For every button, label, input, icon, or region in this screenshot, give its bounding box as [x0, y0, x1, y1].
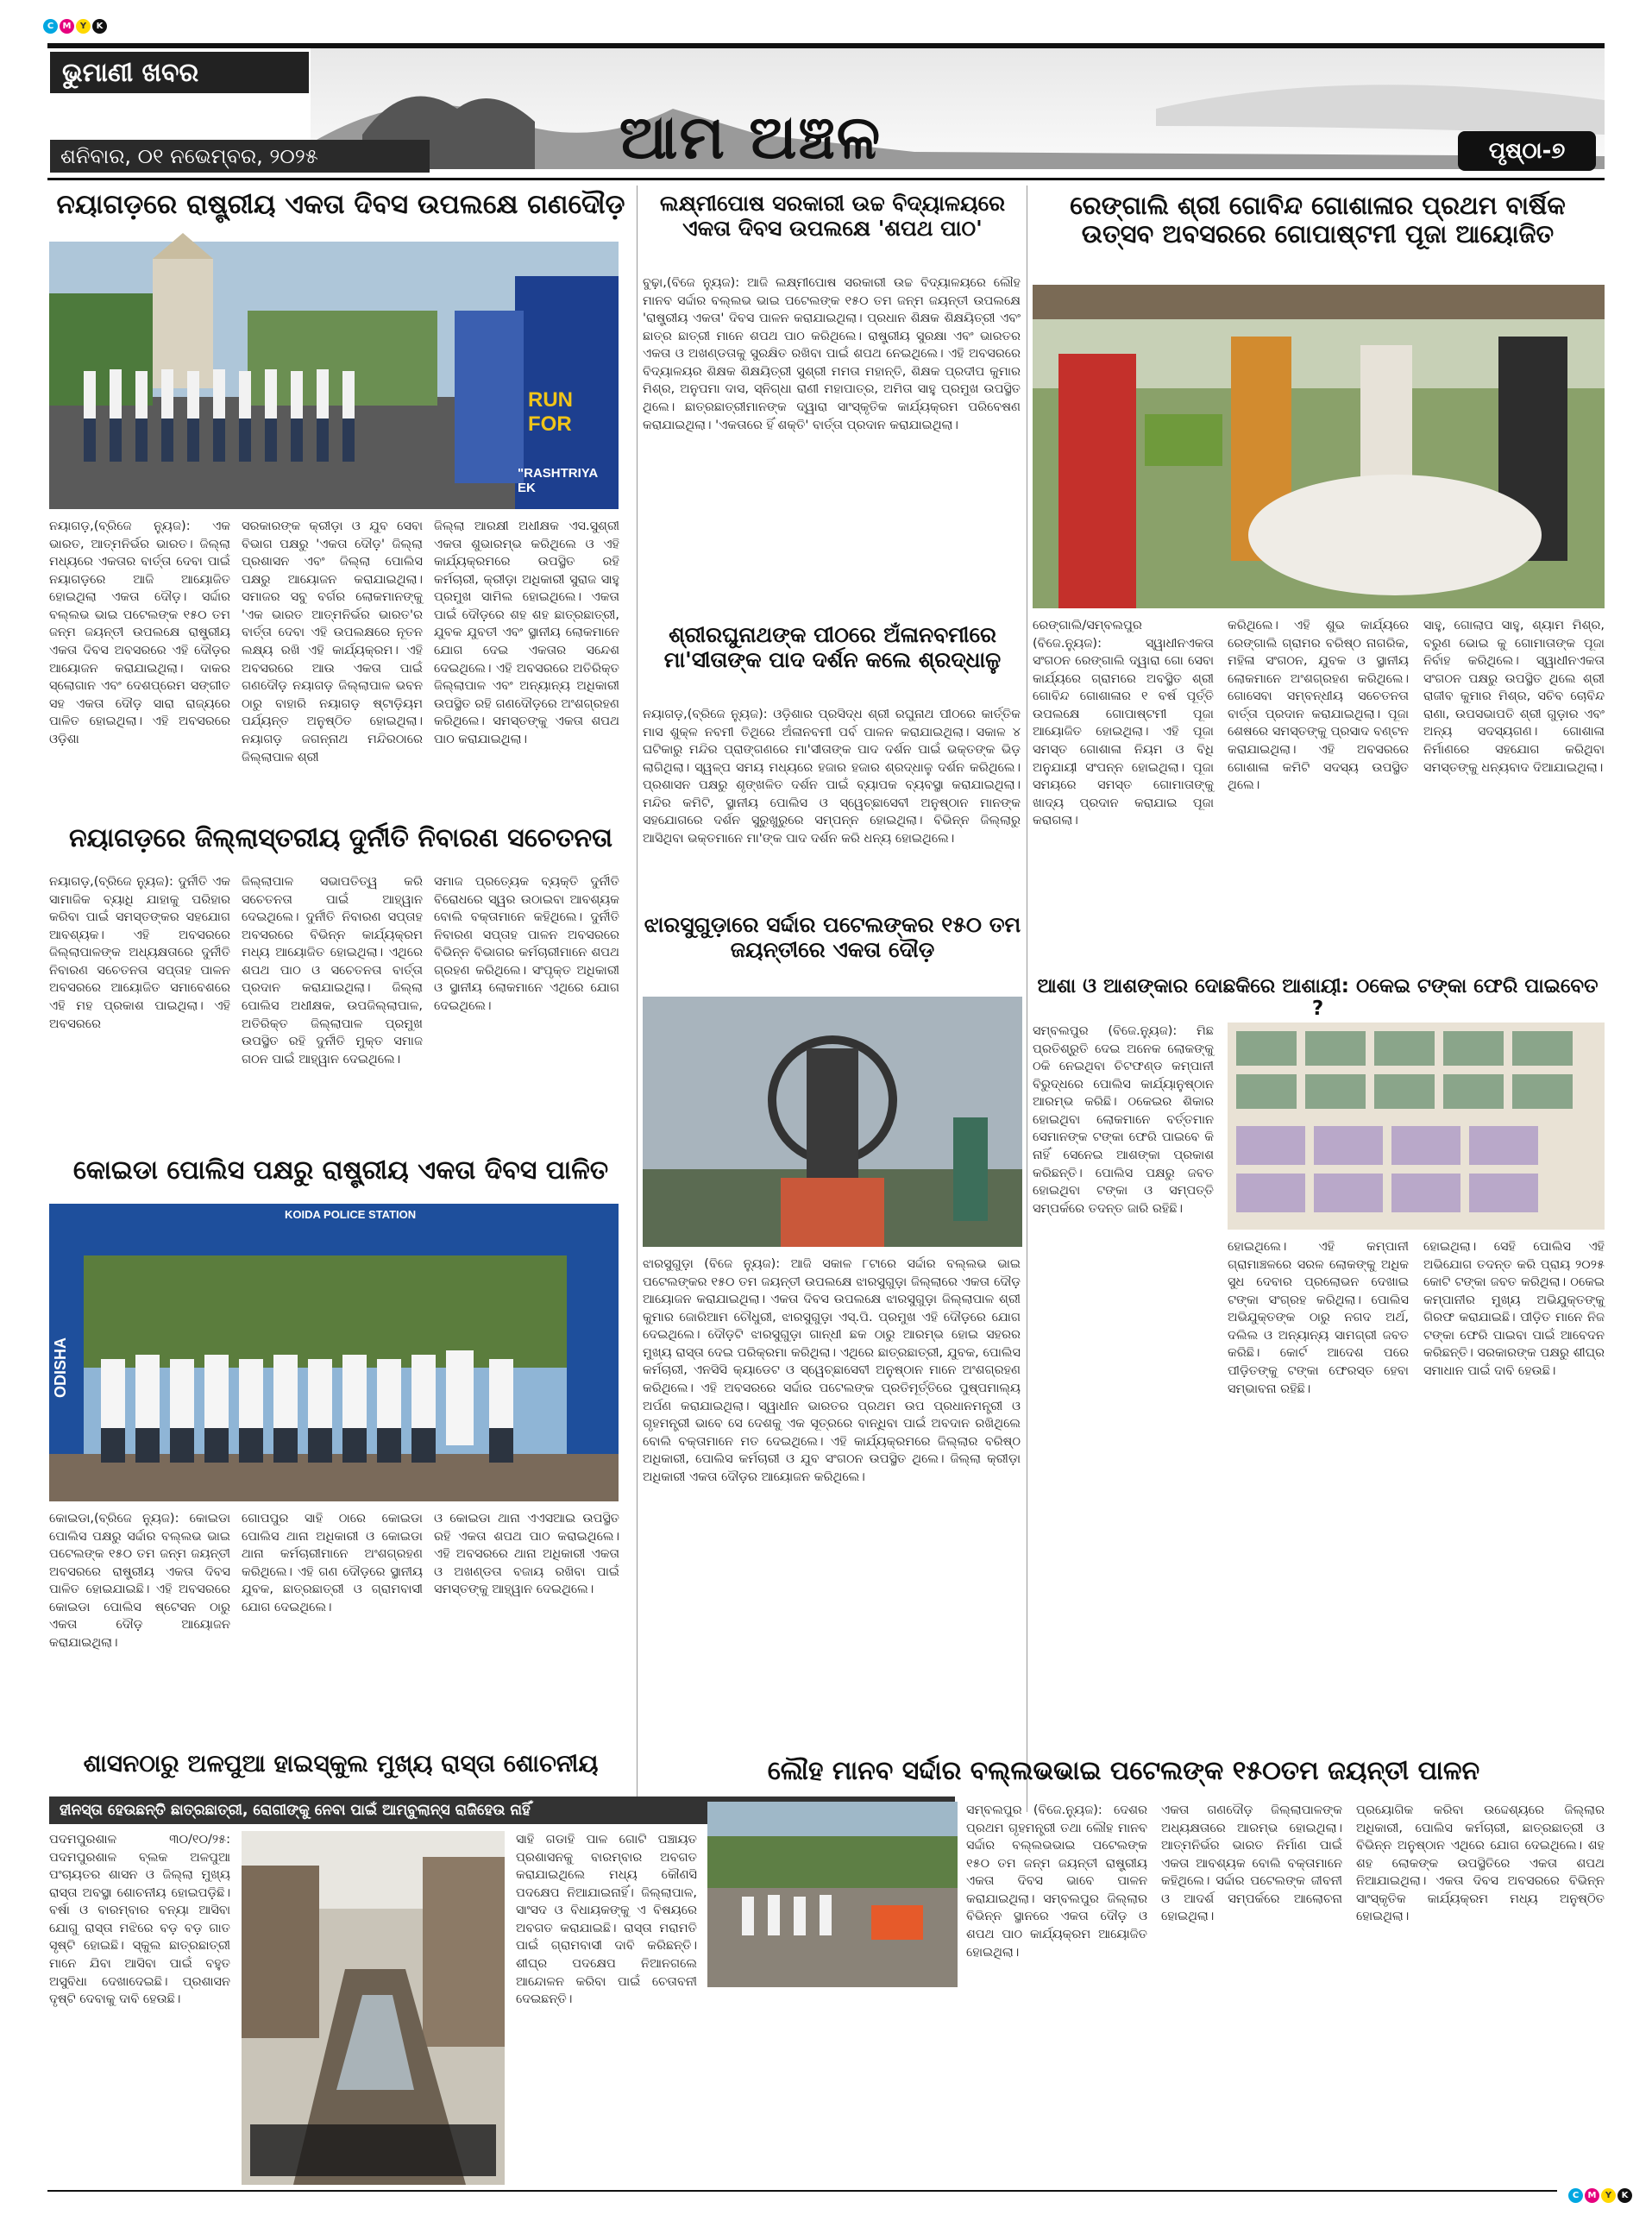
- headline-koida-police: କୋଇଡା ପୋଲିସ ପକ୍ଷରୁ ରାଷ୍ଟ୍ରୀୟ ଏକତା ଦିବସ ପାଳିତ: [72, 1155, 609, 1186]
- article-text: ସମାଜ ପ୍ରତ୍ୟେକ ବ୍ୟକ୍ତି ଦୁର୍ନୀତି ବିରୋଧରେ ସ୍ୱର ଉଠାଇବା ଆବଶ୍ୟକ ବୋଲି ବକ୍ତାମାନେ କହିଥିଲେ। ଦୁର୍ନୀତି ନିବାରଣ ସପ୍ତାହ ପାଳନ ଅବସରରେ ବିଭିନ୍ନ ବିଭାଗର କର୍ମଚାରୀମାନେ ଶପଥ ଗ୍ରହଣ କରିଥିଲେ। ସଂପୃକ୍ତ ଅଧିକାରୀ ଓ ସ୍ଥାନୀୟ ଲୋକମାନେ ଏଥିରେ ଯୋଗ ଦେଇଥିଲେ।: [434, 875, 619, 1014]
- black-mark: K: [92, 19, 107, 34]
- yellow-mark: Y: [76, 19, 91, 34]
- column-divider: [637, 186, 638, 1812]
- black-mark: K: [1617, 2188, 1632, 2203]
- article-text: ସାହୁ, ଗୋଲାପ ସାହୁ, ଶ୍ୟାମ ମିଶ୍ର, ବରୁଣ ଭୋଇ କୁ ଗୋମାତାଙ୍କ ପୂଜା ନିର୍ବାହ କରିଥିଲେ। ସ୍ୱାଧୀନଏକତା ସଂଗଠନ ପକ୍ଷରୁ ଉପସ୍ଥିତ ଥିଲେ ଶ୍ରୀ ରାଜୀବ କୁମାର ମିଶ୍ର, ସଚିବ ଚୋବିନ୍ଦ ରାଣା, ଉପସଭାପତି ଶ୍ରୀ ଗୁଡ଼ାର ଏବଂ ଅନ୍ୟ ସଦସ୍ୟଗଣ। ଗୋଶାଳା ନିର୍ମାଣରେ ସହଯୋଗ କରିଥିବା ସମସ୍ତଙ୍କୁ ଧନ୍ୟବାଦ ଦିଆଯାଇଥିଲା।: [1423, 619, 1605, 775]
- article-text: ନୟାଗଡ଼,(ବ୍ରିଜେ ନ୍ୟୁଜ): ଦୁର୍ନୀତି ଏକ ସାମାଜିକ ବ୍ୟାଧି ଯାହାକୁ ପରିହାର କରିବା ପାଇଁ ସମସ୍ତଙ୍କର ସହଯୋଗ ଆବଶ୍ୟକ। ଏହି ଅବସରରେ ଜିଲ୍ଲାପାଳଙ୍କ ଅଧ୍ୟକ୍ଷତାରେ ଦୁର୍ନୀତି ନିବାରଣ ସଚେତନତା ସପ୍ତାହ ପାଳନ ଅବସରରେ ଆୟୋଜିତ ସମାବେଶରେ ଏହି ମହ ପ୍ରକାଶ ପାଇଥିଲା। ଏହି ଅବସରରେ: [49, 875, 230, 1031]
- headline-jharsuguda: ଝାରସୁଗୁଡ଼ାରେ ସର୍ଦ୍ଦାର ପଟେଲଙ୍କର ୧୫୦ ତମ ଜୟନ୍ତୀରେ ଏକତା ଦୌଡ଼: [644, 912, 1021, 962]
- cyan-mark: C: [43, 19, 58, 34]
- photo-koida-police: [49, 1204, 619, 1501]
- masthead-bottom-rule: [47, 178, 1605, 180]
- headline-asha-money: ଆଶା ଓ ଆଶଙ୍କାର ଦୋଛକିରେ ଆଶାୟୀ: ଠକେଇ ଟଙ୍କା ଫେରି ପାଇବେତ ?: [1037, 975, 1599, 1021]
- article-text: ଜିଲ୍ଲାପାଳ ସଭାପତିତ୍ୱ କରି ସଚେତନତା ପାଇଁ ଆହ୍ୱାନ ଦେଇଥିଲେ। ଦୁର୍ନୀତି ନିବାରଣ ସପ୍ତାହ ଅବସରରେ ବିଭିନ୍ନ କାର୍ଯ୍ୟକ୍ରମ ମଧ୍ୟ ଆୟୋଜିତ ହୋଇଥିଲା। ଏଥିରେ ଶପଥ ପାଠ ଓ ସଚେତନତା ବାର୍ତ୍ତା ପ୍ରଦାନ କରାଯାଇଥିଲା। ଜିଲ୍ଲା ପୋଲିସ ଅଧୀକ୍ଷକ, ଉପଜିଲ୍ଲାପାଳ, ଅତିରିକ୍ତ ଜିଲ୍ଲାପାଳ ପ୍ରମୁଖ ଉପସ୍ଥିତ ରହି ଦୁର୍ନୀତି ମୁକ୍ତ ସମାଜ ଗଠନ ପାଇଁ ଆହ୍ୱାନ ଦେଇଥିଲେ।: [242, 875, 423, 1067]
- footer-rule: [47, 2190, 1557, 2192]
- article-text: ଝାରସୁଗୁଡ଼ା (ବିଜେ ନ୍ୟୁଜ): ଆଜି ସକାଳ ୮ଟାରେ ସର୍ଦ୍ଦାର ବଲ୍ଲଭ ଭାଇ ପଟେଲଙ୍କର ୧୫୦ ତମ ଜୟନ୍ତୀ ଉପଲକ୍ଷେ ଝାରସୁଗୁଡ଼ା ଜିଲ୍ଲାରେ ଏକତା ଦୌଡ଼ ଆୟୋଜନ କରାଯାଇଥିଲା। ଏକତା ଦିବସ ଉପଲକ୍ଷେ ଝାରସୁଗୁଡ଼ା ଜିଲ୍ଲାପାଳ ଶ୍ରୀ କୁମାର ଜୋରିଆମ ଚୌଧୁରୀ, ଝାରସୁଗୁଡ଼ା ଏସ୍.ପି. ପ୍ରମୁଖ ଏହି ଦୌଡ଼ରେ ଯୋଗ ଦେଇଥିଲେ। ଦୌଡ଼ଟି ଝାରସୁଗୁଡ଼ା ଗାନ୍ଧୀ ଛକ ଠାରୁ ଆରମ୍ଭ ହୋଇ ସହରର ମୁଖ୍ୟ ରାସ୍ତା ଦେଇ ପରିକ୍ରମା କରିଥିଲା। ଏଥିରେ ଛାତ୍ରଛାତ୍ରୀ, ଯୁବକ, ପୋଲିସ କର୍ମଚାରୀ, ଏନସିସି କ୍ୟାଡେଟ ଓ ସ୍ୱେଚ୍ଛାସେବୀ ଅନୁଷ୍ଠାନ ମାନେ ଅଂଶଗ୍ରହଣ କରିଥିଲେ। ଏହି ଅବସରରେ ସର୍ଦ୍ଦାର ପଟେଲଙ୍କ ପ୍ରତିମୂର୍ତ୍ତିରେ ପୁଷ୍ପମାଲ୍ୟ ଅର୍ପଣ କରାଯାଇଥିଲା। ସ୍ୱାଧୀନ ଭାରତର ପ୍ରଥମ ଉପ ପ୍ରଧାନମନ୍ତ୍ରୀ ଓ ଗୃହମନ୍ତ୍ରୀ ଭାବେ ସେ ଦେଶକୁ ଏକ ସୂତ୍ରରେ ବାନ୍ଧିବା ପାଇଁ ଅବଦାନ ରଖିଥିଲେ ବୋଲି ବକ୍ତାମାନେ ମତ ଦେଇଥିଲେ। ଏହି କାର୍ଯ୍ୟକ୍ରମରେ ଜିଲ୍ଲାର ବରିଷ୍ଠ ଅଧିକାରୀ, ପୋଲିସ କର୍ମଚାରୀ ଓ ଯୁବ ସଂଗଠନ ଉପସ୍ଥିତ ଥିଲେ। ଜିଲ୍ଲା କ୍ରୀଡ଼ା ଅଧିକାରୀ ଏକତା ଦୌଡ଼ର ଆୟୋଜନ କରିଥିଲେ।: [643, 1257, 1021, 1484]
- article-text: ହୋଇଥିଲା। ସେହି ପୋଲିସ ଏହି ଅଭିଯୋଗ ତଦନ୍ତ କରି ପ୍ରାୟ ୨୦୨୫ କୋଟି ଟଙ୍କା ଜବତ କରିଥିଲା। ଠକେଇ କମ୍ପାନୀର ମୁଖ୍ୟ ଅଭିଯୁକ୍ତଙ୍କୁ ଗିରଫ କରାଯାଇଛି। ପୀଡ଼ିତ ମାନେ ନିଜ ଟଙ୍କା ଫେରି ପାଇବା ପାଇଁ ଆବେଦନ କରିଛନ୍ତି। ସରକାରଙ୍କ ପକ୍ଷରୁ ଶୀଘ୍ର ସମାଧାନ ପାଇଁ ଦାବି ହେଉଛି।: [1423, 1240, 1605, 1379]
- article-text: ସମ୍ବଲପୁର (ବିଜେ.ନ୍ୟୁଜ): ଦେଶର ପ୍ରଥମ ଗୃହମନ୍ତ୍ରୀ ତଥା ଲୌହ ମାନବ ସର୍ଦ୍ଦାର ବଲ୍ଲଭଭାଇ ପଟେଲଙ୍କ ୧୫୦ ତମ ଜନ୍ମ ଜୟନ୍ତୀ ରାଷ୍ଟ୍ରୀୟ ଏକତା ଦିବସ ଭାବେ ପାଳନ କରାଯାଇଥିଲା। ସମ୍ବଲପୁର ଜିଲ୍ଲାର ବିଭିନ୍ନ ସ୍ଥାନରେ ଏକତା ଦୌଡ଼ ଓ ଶପଥ ପାଠ କାର୍ଯ୍ୟକ୍ରମ ଆୟୋଜିତ ହୋଇଥିଲା।: [966, 1803, 1147, 1960]
- headline-highschool-road: ଶାସନଠାରୁ ଅଳପୁଆ ହାଇସ୍କୁଲ ମୁଖ୍ୟ ରାସ୍ତା ଶୋଚନୀୟ: [83, 1749, 599, 1778]
- photo-seized-cash: [1228, 1023, 1605, 1230]
- koida-station-sign: KOIDA POLICE STATION: [285, 1208, 417, 1221]
- article-text: ବୁଢ଼ା,(ବିଜେ ନ୍ୟୁଜ): ଆଜି ଲକ୍ଷ୍ମୀପୋଷ ସରକାରୀ ଉଚ୍ଚ ବିଦ୍ୟାଳୟରେ ଲୌହ ମାନବ ସର୍ଦ୍ଦାର ବଲ୍ଲଭ ଭାଇ ପଟେଲଙ୍କ ୧୫୦ ତମ ଜନ୍ମ ଜୟନ୍ତୀ ଉପଲକ୍ଷେ 'ରାଷ୍ଟ୍ରୀୟ ଏକତା' ଦିବସ ପାଳନ କରାଯାଇଥିଲା। ପ୍ରଧାନ ଶିକ୍ଷକ ଶିକ୍ଷୟିତ୍ରୀ ଏବଂ ଛାତ୍ର ଛାତ୍ରୀ ମାନେ ଶପଥ ପାଠ କରିଥିଲେ। ରାଷ୍ଟ୍ରୀୟ ସୁରକ୍ଷା ଏବଂ ଭାରତର ଏକତା ଓ ଅଖଣ୍ଡତାକୁ ସୁରକ୍ଷିତ ରଖିବା ପାଇଁ ଶପଥ ନେଇଥିଲେ। ଏହି ଅବସରରେ ବିଦ୍ୟାଳୟର ଶିକ୍ଷକ ଶିକ୍ଷୟିତ୍ରୀ ସୁଶ୍ରୀ ମମତା ମହାନ୍ତି, ଶିକ୍ଷକ ପ୍ରଦୀପ କୁମାର ମିଶ୍ର, ଅନୁପମା ଦାସ, ସ୍ନିଗ୍ଧା ରାଣୀ ମହାପାତ୍ର, ଅମିତା ସାହୁ ପ୍ରମୁଖ ଉପସ୍ଥିତ ଥିଲେ। ଛାତ୍ରଛାତ୍ରୀମାନଙ୍କ ଦ୍ୱାରା ସାଂସ୍କୃତିକ କାର୍ଯ୍ୟକ୍ରମ ପରିବେଷଣ କରାଯାଇଥିଲା। 'ଏକତାରେ ହିଁ ଶକ୍ତି' ବାର୍ତ୍ତା ପ୍ରଦାନ କରାଯାଇଥିଲା।: [643, 276, 1021, 432]
- banner-rashtriya: "RASHTRIYA EK: [518, 466, 598, 495]
- article-text: ସାହି ଗଡାହି ପାଳ ଗୋଟି ପଞ୍ଚାୟତ ପ୍ରଶାସନକୁ ବାରମ୍ବାର ଅବଗତ କରାଯାଇଥିଲେ ମଧ୍ୟ କୌଣସି ପଦକ୍ଷେପ ନିଆଯାଇନାହିଁ। ଜିଲ୍ଲାପାଳ, ସାଂସଦ ଓ ବିଧାୟକଙ୍କୁ ଏ ବିଷୟରେ ଅବଗତ କରାଯାଇଛି। ରାସ୍ତା ମରାମତି ପାଇଁ ଗ୍ରାମବାସୀ ଦାବି କରିଛନ୍ତି। ଶୀଘ୍ର ପଦକ୍ଷେପ ନିଆନଗଲେ ଆନ୍ଦୋଳନ କରିବା ପାଇଁ ଚେତାବନୀ ଦେଇଛନ୍ତି।: [516, 1833, 697, 2007]
- photo-iron-man-event: [707, 1802, 958, 1987]
- yellow-mark: Y: [1601, 2188, 1616, 2203]
- cyan-mark: C: [1568, 2188, 1583, 2203]
- article-text: ଗୋପପୁର ସାହି ଠାରେ କୋଇଡା ପୋଲିସ ଥାନା ଅଧିକାରୀ ଓ କୋଇଡା ଥାନା କର୍ମଚାରୀମାନେ ଅଂଶଗ୍ରହଣ କରିଥିଲେ। ଏହି ଗଣ ଦୌଡ଼ରେ ସ୍ଥାନୀୟ ଯୁବକ, ଛାତ୍ରଛାତ୍ରୀ ଓ ଗ୍ରାମବାସୀ ଯୋଗ ଦେଇଥିଲେ।: [242, 1512, 423, 1614]
- article-text: କରିଥିଲେ। ଏହି ଶୁଭ କାର୍ଯ୍ୟରେ ରେଙ୍ଗାଲି ଗ୍ରାମର ବରିଷ୍ଠ ନାଗରିକ, ମହିଳା ସଂଗଠନ, ଯୁବକ ଓ ସ୍ଥାନୀୟ ଲୋକମାନେ ଅଂଶଗ୍ରହଣ କରିଥିଲେ। ଗୋସେବା ସମ୍ବନ୍ଧୀୟ ସଚେତନତା ବାର୍ତ୍ତା ପ୍ରଦାନ କରାଯାଇଥିଲା। ପୂଜା ଶେଷରେ ସମସ୍ତଙ୍କୁ ପ୍ରସାଦ ବଣ୍ଟନ କରାଯାଇଥିଲା। ଏହି ଅବସରରେ ଗୋଶାଳା କମିଟି ସଦସ୍ୟ ଉପସ୍ଥିତ ଥିଲେ।: [1228, 619, 1409, 793]
- magenta-mark: M: [60, 19, 74, 34]
- article-text: ପ୍ରୟୋଗିକ କରିବା ଉଦ୍ଦେଶ୍ୟରେ ଜିଲ୍ଲାର ଅଧିକାରୀ, ପୋଲିସ କର୍ମଚାରୀ, ଛାତ୍ରଛାତ୍ରୀ ଓ ବିଭିନ୍ନ ଅନୁଷ୍ଠାନ ଏଥିରେ ଯୋଗ ଦେଇଥିଲେ। ଶହ ଶହ ଲୋକଙ୍କ ଉପସ୍ଥିତିରେ ଏକତା ଶପଥ ନିଆଯାଇଥିଲା। ଏକତା ଦିବସ ଅବସରରେ ବିଭିନ୍ନ ସାଂସ୍କୃତିକ କାର୍ଯ୍ୟକ୍ରମ ମଧ୍ୟ ଅନୁଷ୍ଠିତ ହୋଇଥିଲା।: [1356, 1803, 1605, 1924]
- subhead-highschool-road: ହୀନସ୍ତା ହେଉଛନ୍ତି ଛାତ୍ରଛାତ୍ରୀ, ରୋଗୀଙ୍କୁ ନେବା ପାଇଁ ଆମ୍ବୁଲାନ୍ସ ରାଜିହେଉ ନାହିଁ: [49, 1797, 955, 1824]
- article-text: ସରକାରଙ୍କ କ୍ରୀଡ଼ା ଓ ଯୁବ ସେବା ବିଭାଗ ପକ୍ଷରୁ 'ଏକତା ଦୌଡ଼' ଜିଲ୍ଲା ପ୍ରଶାସନ ଏବଂ ଜିଲ୍ଲା ପୋଲିସ ପକ୍ଷରୁ ଆୟୋଜନ କରାଯାଇଥିଲା। ସମାଜର ସବୁ ବର୍ଗର ଲୋକମାନଙ୍କୁ 'ଏକ ଭାରତ ଆତ୍ମନିର୍ଭର ଭାରତ'ର ବାର୍ତ୍ତା ଦେବା ଏହି ଉପଲକ୍ଷରେ ନୂତନ ଲକ୍ଷ୍ୟ ରଖି ଏହି କାର୍ଯ୍ୟକ୍ରମ। ଏହି ଅବସରରେ ଆଉ ଏକତା ପାଇଁ ଗଣଦୌଡ଼ ନୟାଗଡ଼ ଜିଲ୍ଲାପାଳ ଭବନ ଠାରୁ ବାହାରି ନୟାଗଡ଼ ଷ୍ଟାଡ଼ିୟମ ପର୍ଯ୍ୟନ୍ତ ଅନୁଷ୍ଠିତ ହୋଇଥିଲା। ନୟାଗଡ଼ ଜଗନ୍ନାଥ ମନ୍ଦିରଠାରେ ଜିଲ୍ଲାପାଳ ଶ୍ରୀ: [242, 519, 423, 765]
- section-title: ଆମ ଅଞ୍ଚଳ: [619, 102, 883, 173]
- banner-run-for: RUN FOR: [528, 388, 573, 436]
- headline-govinda-gaushala: ରେଙ୍ଗାଲି ଶ୍ରୀ ଗୋବିନ୍ଦ ଗୋଶାଳାର ପ୍ରଥମ ବାର୍ଷିକ ଉତ୍ସବ ଅବସରରେ ଗୋପାଷ୍ଟମୀ ପୂଜା ଆୟୋଜିତ: [1070, 191, 1566, 249]
- magenta-mark: M: [1585, 2188, 1599, 2203]
- article-text: ହୋଇଥିଲେ। ଏହି କମ୍ପାନୀ ଗ୍ରାମାଞ୍ଚଳରେ ସରଳ ଲୋକଙ୍କୁ ଅଧିକ ସୁଧ ଦେବାର ପ୍ରଲୋଭନ ଦେଖାଇ ଟଙ୍କା ସଂଗ୍ରହ କରିଥିଲା। ପୋଲିସ ଅଭିଯୁକ୍ତଙ୍କ ଠାରୁ ନଗଦ ଅର୍ଥ, ଦଲିଲ ଓ ଅନ୍ୟାନ୍ୟ ସାମଗ୍ରୀ ଜବତ କରିଛି। କୋର୍ଟ ଆଦେଶ ପରେ ପୀଡ଼ିତଙ୍କୁ ଟଙ୍କା ଫେରସ୍ତ ହେବା ସମ୍ଭାବନା ରହିଛି।: [1228, 1240, 1409, 1396]
- photo-gopastami-puja: [1033, 285, 1605, 608]
- article-text: ନୟାଗଡ଼,(ବ୍ରିଜେ ନ୍ୟୁଜ): ଏକ ଭାରତ, ଆତ୍ମନିର୍ଭର ଭାରତ। ଜିଲ୍ଲା ମଧ୍ୟରେ ଏକତାର ବାର୍ତ୍ତା ଦେବା ପାଇଁ ନୟାଗଡ଼ରେ ଆଜି ଆୟୋଜିତ ହୋଇଥିଲା ଏକତା ଦୌଡ଼। ସର୍ଦ୍ଦାର ବଲ୍ଲଭ ଭାଇ ପଟେଲଙ୍କ ୧୫୦ ତମ ଜନ୍ମ ଜୟନ୍ତୀ ଉପଲକ୍ଷେ ରାଷ୍ଟ୍ରୀୟ ଏକତା ଦିବସ ଅବସରରେ ଏହି ଦୌଡ଼ର ଆୟୋଜନ କରାଯାଇଥିଲା। ଦାକର ସ୍ଲୋଗାନ ଏବଂ ଦେଶପ୍ରେମ ସଙ୍ଗୀତ ସହ ଏକତା ଦୌଡ଼ ସାରା ରାଜ୍ୟରେ ପାଳିତ ହୋଇଥିଲା। ଏହି ଅବସରରେ ଓଡ଼ିଶା: [49, 519, 230, 746]
- article-text: ରେଙ୍ଗାଲି/ସମ୍ବଲପୁର (ବିଜେ.ନ୍ୟୁଜ): ସ୍ୱାଧୀନଏକତା ସଂଗଠନ ରେଙ୍ଗାଲି ଦ୍ୱାରା ଗୋ ସେବା କାର୍ଯ୍ୟରେ ଗ୍ରାମରେ ଅବସ୍ଥିତ ଶ୍ରୀ ଗୋବିନ୍ଦ ଗୋଶାଳାର ୧ ବର୍ଷ ପୂର୍ତ୍ତି ଉପଲକ୍ଷେ ଗୋପାଷ୍ଟମୀ ପୂଜା ଆୟୋଜିତ ହୋଇଥିଲା। ଏହି ପୂଜା ସମସ୍ତ ଗୋଶାଳା ନିୟମ ଓ ବିଧି ଅନୁଯାୟୀ ସଂପନ୍ନ ହୋଇଥିଲା। ପୂଜା ସମୟରେ ସମସ୍ତ ଗୋମାତାଙ୍କୁ ଖାଦ୍ୟ ପ୍ରଦାନ କରାଯାଇ ପୂଜା କରାଗଲା।: [1033, 619, 1214, 828]
- color-marks-bottom: [1568, 2188, 1632, 2203]
- odisha-sign: ODISHA: [52, 1337, 69, 1398]
- headline-oath-school: ଲକ୍ଷ୍ମୀପୋଷ ସରକାରୀ ଉଚ୍ଚ ବିଦ୍ୟାଳୟରେ ଏକତା ଦିବସ ଉପଲକ୍ଷେ 'ଶପଥ ପାଠ': [659, 191, 1006, 241]
- brand-logo: ଭୁମାଣୀ ଖବର: [50, 52, 309, 93]
- headline-anticorruption: ନୟାଗଡ଼ରେ ଜିଲ୍ଲାସ୍ତରୀୟ ଦୁର୍ନୀତି ନିବାରଣ ସଚେତନତା: [69, 823, 612, 853]
- headline-iron-man: ଲୌହ ମାନବ ସର୍ଦ୍ଦାର ବଲ୍ଲଭଭାଇ ପଟେଲଙ୍କ ୧୫୦ତମ ଜୟନ୍ତୀ ପାଳନ: [767, 1756, 1480, 1786]
- article-text: ଓ କୋଇଡା ଥାନା ଏଏସଆଇ ଉପସ୍ଥିତ ରହି ଏକତା ଶପଥ ପାଠ କରାଇଥିଲେ। ଏହି ଅବସରରେ ଥାନା ଅଧିକାରୀ ଏକତା ଓ ଅଖଣ୍ଡତା ବଜାୟ ରଖିବା ପାଇଁ ସମସ୍ତଙ୍କୁ ଆହ୍ୱାନ ଦେଇଥିଲେ।: [434, 1512, 619, 1597]
- article-text: ଜିଲ୍ଲା ଆରକ୍ଷୀ ଅଧୀକ୍ଷକ ଏସ.ସୁଶ୍ରୀ ଏକତା ଶୁଭାରମ୍ଭ କରିଥିଲେ ଓ ଏହି କାର୍ଯ୍ୟକ୍ରମରେ ଉପସ୍ଥିତ ରହି କର୍ମଚାରୀ, କ୍ରୀଡ଼ା ଅଧିକାରୀ ସୁରାଜ ସାହୁ ପ୍ରମୁଖ ସାମିଲ ହୋଇଥିଲେ। ଏକତା ପାଇଁ ଦୌଡ଼ରେ ଶହ ଶହ ଛାତ୍ରଛାତ୍ରୀ, ଯୁବକ ଯୁବତୀ ଏବଂ ସ୍ଥାନୀୟ ଲୋକମାନେ ଯୋଗ ଦେଇ ଏକତାର ସନ୍ଦେଶ ଦେଇଥିଲେ। ଏହି ଅବସରରେ ଅତିରିକ୍ତ ଜିଲ୍ଲାପାଳ ଏବଂ ଅନ୍ୟାନ୍ୟ ଅଧିକାରୀ ଉପସ୍ଥିତ ରହି ଗଣଦୌଡ଼ରେ ଅଂଶଗ୍ରହଣ କରିଥିଲେ। ସମସ୍ତଙ୍କୁ ଏକତା ଶପଥ ପାଠ କରାଯାଇଥିଲା।: [434, 519, 619, 746]
- photo-flooded-road: [242, 1831, 505, 2185]
- headline-unity-run: ନୟାଗଡ଼ରେ ରାଷ୍ଟ୍ରୀୟ ଏକତା ଦିବସ ଉପଲକ୍ଷେ ଗଣଦୌଡ଼: [56, 189, 625, 220]
- article-text: କୋଇଡା,(ବ୍ରିଜେ ନ୍ୟୁଜ): କୋଇଡା ପୋଲିସ ପକ୍ଷରୁ ସର୍ଦ୍ଦାର ବଲ୍ଲଭ ଭାଇ ପଟେଲଙ୍କ ୧୫୦ ତମ ଜନ୍ମ ଜୟନ୍ତୀ ଅବସରରେ ରାଷ୍ଟ୍ରୀୟ ଏକତା ଦିବସ ପାଳିତ ହୋଇଯାଇଛି। ଏହି ଅବସରରେ କୋଇଡା ପୋଲିସ ଷ୍ଟେସନ ଠାରୁ ଏକତା ଦୌଡ଼ ଆୟୋଜନ କରାଯାଇଥିଲା।: [49, 1512, 230, 1651]
- headline-raghunath: ଶ୍ରୀରଘୁନାଥଙ୍କ ପୀଠରେ ଅଁଳାନବମୀରେ ମା'ସୀତାଙ୍କ ପାଦ ଦର୍ଶନ କଲେ ଶ୍ରଦ୍ଧାଳୁ: [663, 622, 1002, 672]
- issue-date: ଶନିବାର, ୦୧ ନଭେମ୍ବର, ୨୦୨୫: [50, 140, 430, 173]
- article-text: ସମ୍ବଲପୁର (ବିଜେ.ନ୍ୟୁଜ): ମିଛ ପ୍ରତିଶ୍ରୁତି ଦେଇ ଅନେକ ଲୋକଙ୍କୁ ଠକି ନେଇଥିବା ଚିଟଫଣ୍ଡ କମ୍ପାନୀ ବିରୁଦ୍ଧରେ ପୋଲିସ କାର୍ଯ୍ୟାନୁଷ୍ଠାନ ଆରମ୍ଭ କରିଛି। ଠକେଇର ଶିକାର ହୋଇଥିବା ଲୋକମାନେ ବର୍ତ୍ତମାନ ସେମାନଙ୍କ ଟଙ୍କା ଫେରି ପାଇବେ କି ନାହିଁ ସେନେଇ ଆଶଙ୍କା ପ୍ରକାଶ କରିଛନ୍ତି। ପୋଲିସ ପକ୍ଷରୁ ଜବତ ହୋଇଥିବା ଟଙ୍କା ଓ ସମ୍ପତ୍ତି ସମ୍ପର୍କରେ ତଦନ୍ତ ଜାରି ରହିଛି।: [1033, 1024, 1214, 1216]
- photo-patel-statue: [643, 997, 1022, 1247]
- article-text: ଏକତା ଗଣଦୌଡ଼ ଜିଲ୍ଲାପାଳଙ୍କ ଅଧ୍ୟକ୍ଷତାରେ ଆରମ୍ଭ ହୋଇଥିଲା। ଆତ୍ମନିର୍ଭର ଭାରତ ନିର୍ମାଣ ପାଇଁ ଏକତା ଆବଶ୍ୟକ ବୋଲି ବକ୍ତାମାନେ କହିଥିଲେ। ସର୍ଦ୍ଦାର ପଟେଲଙ୍କ ଜୀବନୀ ଓ ଆଦର୍ଶ ସମ୍ପର୍କରେ ଆଲୋଚନା ହୋଇଥିଲା।: [1161, 1803, 1342, 1924]
- article-text: ନୟାଗଡ଼,(ବ୍ରିଜେ ନ୍ୟୁଜ): ଓଡ଼ିଶାର ପ୍ରସିଦ୍ଧ ଶ୍ରୀ ରଘୁନାଥ ପୀଠରେ କାର୍ତ୍ତିକ ମାସ ଶୁକ୍ଳ ନବମୀ ତିଥିରେ ଅଁଳାନବମୀ ପର୍ବ ପାଳନ କରାଯାଇଥିଲା। ସକାଳ ୪ ଘଟିକାରୁ ମନ୍ଦିର ପ୍ରାଙ୍ଗଣରେ ମା'ସୀତାଙ୍କ ପାଦ ଦର୍ଶନ ପାଇଁ ଭକ୍ତଙ୍କ ଭିଡ଼ ଲାଗିଥିଲା। ସ୍ୱଳ୍ପ ସମୟ ମଧ୍ୟରେ ହଜାର ହଜାର ଶ୍ରଦ୍ଧାଳୁ ଦର୍ଶନ କରିଥିଲେ। ପ୍ରଶାସନ ପକ୍ଷରୁ ଶୃଙ୍ଖଳିତ ଦର୍ଶନ ପାଇଁ ବ୍ୟାପକ ବ୍ୟବସ୍ଥା କରାଯାଇଥିଲା। ମନ୍ଦିର କମିଟି, ସ୍ଥାନୀୟ ପୋଲିସ ଓ ସ୍ୱେଚ୍ଛାସେବୀ ଅନୁଷ୍ଠାନ ମାନଙ୍କ ସହଯୋଗରେ ଦର୍ଶନ ସୁରୁଖୁରୁରେ ସମ୍ପନ୍ନ ହୋଇଥିଲା। ବିଭିନ୍ନ ଜିଲ୍ଲାରୁ ଆସିଥିବା ଭକ୍ତମାନେ ମା'ଙ୍କ ପାଦ ଦର୍ଶନ କରି ଧନ୍ୟ ହୋଇଥିଲେ।: [643, 708, 1021, 846]
- article-text: ପଦମପୁରଶାଳ ୩୦/୧୦/୨୫: ପଦମପୁରଶାଳ ବ୍ଲକ ଅଳପୁଆ ପଂଚାୟତର ଶାସନ ଓ ଜିଲ୍ଲା ମୁଖ୍ୟ ରାସ୍ତା ଅବସ୍ଥା ଶୋଚନୀୟ ହୋଇପଡ଼ିଛି। ବର୍ଷା ଓ ବାରମ୍ବାର ବନ୍ୟା ଆସିବା ଯୋଗୁ ରାସ୍ତା ମଝିରେ ବଡ଼ ବଡ଼ ଗାତ ସୃଷ୍ଟି ହୋଇଛି। ସ୍କୁଲ ଛାତ୍ରଛାତ୍ରୀ ମାନେ ଯିବା ଆସିବା ପାଇଁ ବହୁତ ଅସୁବିଧା ଦେଖାଦେଇଛି। ପ୍ରଶାସନ ଦୃଷ୍ଟି ଦେବାକୁ ଦାବି ହେଉଛି।: [49, 1833, 230, 2007]
- page-number: ପୃଷ୍ଠା-୭: [1458, 131, 1596, 171]
- color-marks-top: [43, 19, 107, 34]
